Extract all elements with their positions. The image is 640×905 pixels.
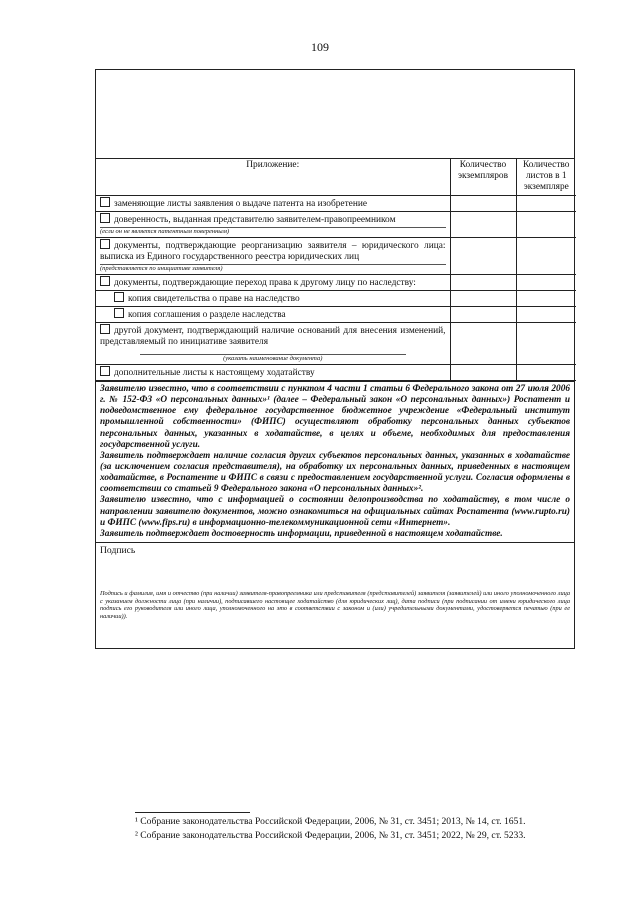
notice-paragraph: Заявителю известно, что в соответствии с пунктом 4 части 1 статьи 6 Федерального закона от 27 июля 2006 г. № 152-ФЗ «О персональных данных»¹ (далее – Федеральный закон «О персональных данных») Роспатент и подведомственное ему федеральное государственное бюджетное учреждение «Федеральный институт промышленной собственности» (ФИПС) осуществляют обработку персональных данных субъектов персональных данных, указанных в ходатайстве, в целях и объеме, необходимых для предоставления государственной услуги. bbox=[100, 383, 570, 450]
sheets-cell[interactable] bbox=[516, 364, 576, 380]
application-form-frame bbox=[95, 69, 575, 649]
copies-cell[interactable] bbox=[450, 306, 516, 322]
table-row bbox=[96, 306, 576, 322]
sheets-cell[interactable] bbox=[516, 196, 576, 212]
attachments-table bbox=[96, 159, 576, 381]
table-row bbox=[96, 364, 576, 380]
sheets-cell[interactable] bbox=[516, 306, 576, 322]
copies-cell[interactable] bbox=[450, 196, 516, 212]
checkbox[interactable] bbox=[100, 324, 110, 334]
footnote-2: ² Собрание законодательства Российской Федерации, 2006, № 31, ст. 3451; 2022, № 29, ст. 5233. bbox=[135, 830, 526, 841]
row-label: копия соглашения о разделе наследства bbox=[128, 309, 286, 320]
top-blank-area bbox=[96, 70, 574, 159]
table-row bbox=[96, 237, 576, 274]
table-row bbox=[96, 212, 576, 238]
sheets-cell[interactable] bbox=[516, 274, 576, 290]
copies-cell[interactable] bbox=[450, 274, 516, 290]
header-sheets: Количество листов в 1 экземпляре bbox=[516, 159, 576, 196]
table-row bbox=[96, 196, 576, 212]
attachments-header bbox=[96, 159, 576, 196]
signature-field[interactable] bbox=[96, 542, 574, 623]
copies-cell[interactable] bbox=[450, 212, 516, 238]
row-note: (указать наименование документа) bbox=[140, 354, 406, 363]
table-row bbox=[96, 274, 576, 290]
copies-cell[interactable] bbox=[450, 322, 516, 364]
notice-paragraph: Заявитель подтверждает достоверность информации, приведенной в настоящем ходатайстве. bbox=[100, 528, 503, 539]
page-number: 109 bbox=[311, 40, 329, 54]
copies-cell[interactable] bbox=[450, 237, 516, 274]
header-copies: Количество экземпляров bbox=[450, 159, 516, 196]
row-note: (если он не является патентным поверенным) bbox=[100, 227, 446, 236]
row-label: доверенность, выданная представителю заявителем-правопреемником bbox=[114, 215, 396, 226]
row-note: (представляется по инициативе заявителя) bbox=[100, 264, 446, 273]
notice-paragraph: Заявитель подтверждает наличие согласия других субъектов персональных данных, указанных в ходатайстве (за исключением согласия представителя), на обработку их персональных данных, приведенных в настоящем ходатайстве, в Роспатенте и ФИПС в связи с предоставлением государственной услуги. Согласия оформлены в соответствии со статьей 9 Федерального закона «О персональных данных»². bbox=[100, 450, 570, 495]
row-label: заменяющие листы заявления о выдаче патента на изобретение bbox=[114, 199, 368, 209]
footnote-1: ¹ Собрание законодательства Российской Федерации, 2006, № 31, ст. 3451; 2013, № 14, ст. 1651. bbox=[135, 816, 526, 827]
header-attachment: Приложение: bbox=[96, 159, 450, 196]
checkbox[interactable] bbox=[114, 292, 124, 302]
notice-paragraph: Заявителю известно, что с информацией о состоянии делопроизводства по ходатайству, в том числе о направлении заявителю документов, можно ознакомиться на официальных сайтах Роспатента (www.rupto.ru) и ФИПС (www.fips.ru) в информационно-телекоммуникационной сети «Интернет». bbox=[100, 495, 570, 528]
checkbox[interactable] bbox=[114, 308, 124, 318]
table-row bbox=[96, 290, 576, 306]
checkbox[interactable] bbox=[100, 197, 110, 207]
signature-note: Подпись и фамилия, имя и отчество (при наличии) заявителя-правопреемника или представителя (представителей) заявителя (заявителей) или иного уполномоченного лица с указанием должности лица (при наличии), подписавшего настоящее ходатайство (для юридических лиц), дата подписи (при подписании от имени юридического лица подпись его руководителя или иного лица, уполномоченного на это в соответствии с законом и (или) учредительными документами, удостоверяется печатью (при ее наличии)). bbox=[100, 589, 570, 621]
checkbox[interactable] bbox=[100, 366, 110, 376]
checkbox[interactable] bbox=[100, 239, 110, 249]
row-label: другой документ, подтверждающий наличие оснований для внесения изменений, представляемый по инициативе заявителя bbox=[100, 325, 446, 348]
row-label: документы, подтверждающие реорганизацию заявителя – юридического лица: выписка из Единого государственного реестра юридических лиц bbox=[100, 240, 446, 262]
table-row bbox=[96, 322, 576, 364]
checkbox[interactable] bbox=[100, 276, 110, 286]
signature-label: Подпись bbox=[100, 545, 136, 557]
copies-cell[interactable] bbox=[450, 290, 516, 306]
sheets-cell[interactable] bbox=[516, 237, 576, 274]
personal-data-notice bbox=[96, 381, 574, 542]
sheets-cell[interactable] bbox=[516, 290, 576, 306]
sheets-cell[interactable] bbox=[516, 212, 576, 238]
row-label: копия свидетельства о праве на наследство bbox=[128, 293, 300, 304]
row-label: документы, подтверждающие переход права к другому лицу по наследству: bbox=[114, 277, 416, 288]
row-label: дополнительные листы к настоящему ходатайству bbox=[114, 367, 315, 378]
checkbox[interactable] bbox=[100, 213, 110, 223]
copies-cell[interactable] bbox=[450, 364, 516, 380]
sheets-cell[interactable] bbox=[516, 322, 576, 364]
footnote-divider bbox=[135, 812, 250, 813]
